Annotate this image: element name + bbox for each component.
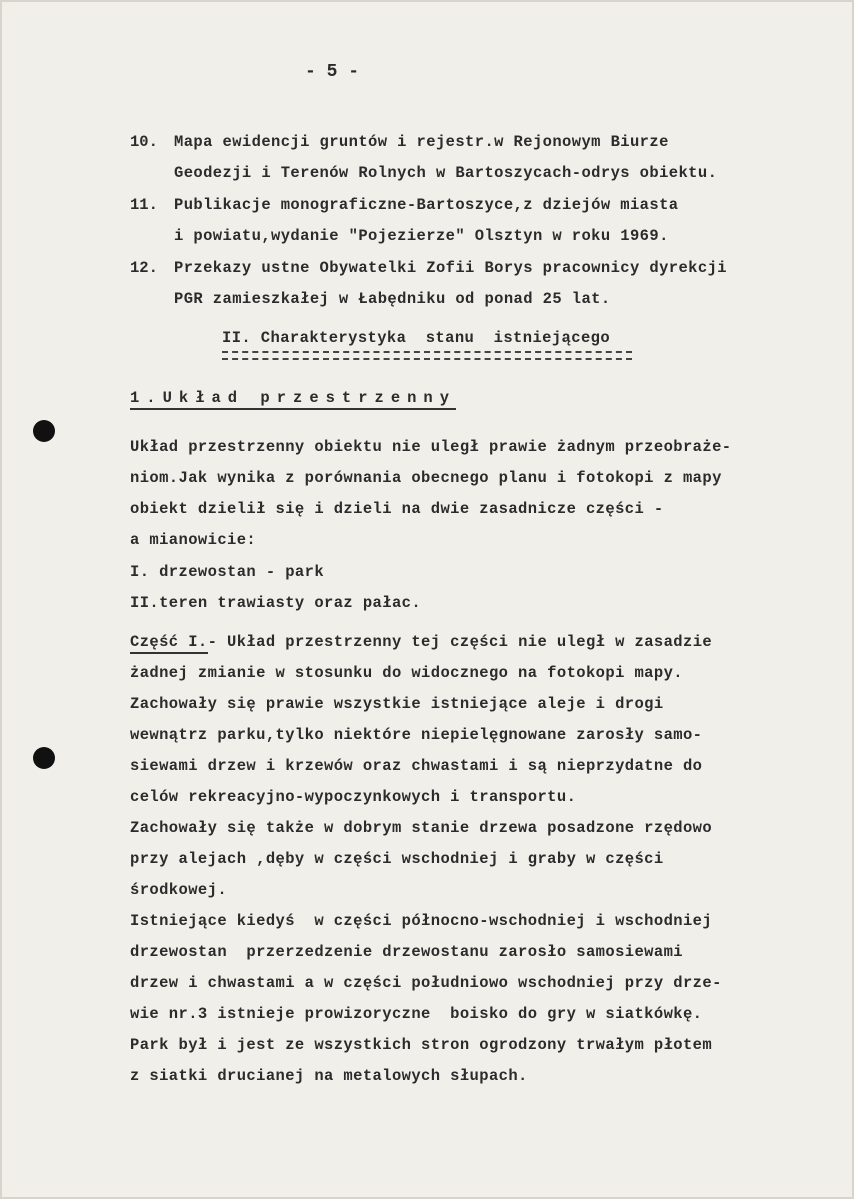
text-line: I. drzewostan - park bbox=[130, 563, 325, 581]
text-line: a mianowicie: bbox=[130, 531, 257, 549]
text-line: Zachowały się prawie wszystkie istniejące aleje i drogi bbox=[130, 695, 664, 713]
text-line: drzew i chwastami a w części południowo wschodniej przy drze- bbox=[130, 974, 722, 992]
list-item-number: 12. bbox=[130, 259, 158, 277]
list-item-line: Publikacje monograficzne-Bartoszyce,z dziejów miasta bbox=[174, 196, 679, 214]
text-line: z siatki drucianej na metalowych słupach. bbox=[130, 1067, 528, 1085]
text-line bbox=[130, 632, 712, 652]
text-line: wewnątrz parku,tylko niektóre niepielęgnowane zarosły samo- bbox=[130, 726, 703, 744]
text-line: niom.Jak wynika z porównania obecnego planu i fotokopi z mapy bbox=[130, 469, 722, 487]
list-item-line: Przekazy ustne Obywatelki Zofii Borys pracownicy dyrekcji bbox=[174, 259, 727, 277]
double-underline bbox=[222, 351, 632, 360]
text-line: Układ przestrzenny obiektu nie uległ prawie żadnym przeobraże- bbox=[130, 438, 732, 456]
subsection-heading-text: 1.Układ przestrzenny bbox=[130, 389, 456, 410]
text-line: środkowej. bbox=[130, 881, 228, 899]
text-line: Istniejące kiedyś w części północno-wschodniej i wschodniej bbox=[130, 912, 713, 930]
list-item-line: Mapa ewidencji gruntów i rejestr.w Rejonowym Biurze bbox=[174, 133, 669, 151]
part-label: Część I. bbox=[130, 633, 208, 654]
text-line: żadnej zmianie w stosunku do widocznego na fotokopi mapy. bbox=[130, 664, 683, 682]
section-heading: II. Charakterystyka stanu istniejącego bbox=[222, 329, 611, 347]
list-item-number: 10. bbox=[130, 133, 158, 151]
punch-hole-top bbox=[33, 420, 55, 442]
text-line: Park był i jest ze wszystkich stron ogrodzony trwałym płotem bbox=[130, 1036, 713, 1054]
subsection-heading bbox=[130, 388, 456, 408]
text-line: przy alejach ,dęby w części wschodniej i graby w części bbox=[130, 850, 664, 868]
text-line: II.teren trawiasty oraz pałac. bbox=[130, 594, 422, 612]
text-line-rest: - Układ przestrzenny tej części nie uległ w zasadzie bbox=[207, 633, 713, 651]
text-line: drzewostan przerzedzenie drzewostanu zarosło samosiewami bbox=[130, 943, 683, 961]
list-item-number: 11. bbox=[130, 196, 158, 214]
list-item-line: PGR zamieszkałej w Łabędniku od ponad 25 lat. bbox=[174, 290, 611, 308]
text-line: siewami drzew i krzewów oraz chwastami i są nieprzydatne do bbox=[130, 757, 703, 775]
list-item-line: i powiatu,wydanie "Pojezierze" Olsztyn w roku 1969. bbox=[174, 227, 669, 245]
text-line: wie nr.3 istnieje prowizoryczne boisko do gry w siatkówkę. bbox=[130, 1005, 703, 1023]
list-item-line: Geodezji i Terenów Rolnych w Bartoszycach-odrys obiektu. bbox=[174, 164, 718, 182]
text-line: Zachowały się także w dobrym stanie drzewa posadzone rzędowo bbox=[130, 819, 713, 837]
page-number: - 5 - bbox=[305, 62, 360, 82]
punch-hole-bottom bbox=[33, 747, 55, 769]
text-line: celów rekreacyjno-wypoczynkowych i transportu. bbox=[130, 788, 577, 806]
text-line: obiekt dzielił się i dzieli na dwie zasadnicze części - bbox=[130, 500, 664, 518]
